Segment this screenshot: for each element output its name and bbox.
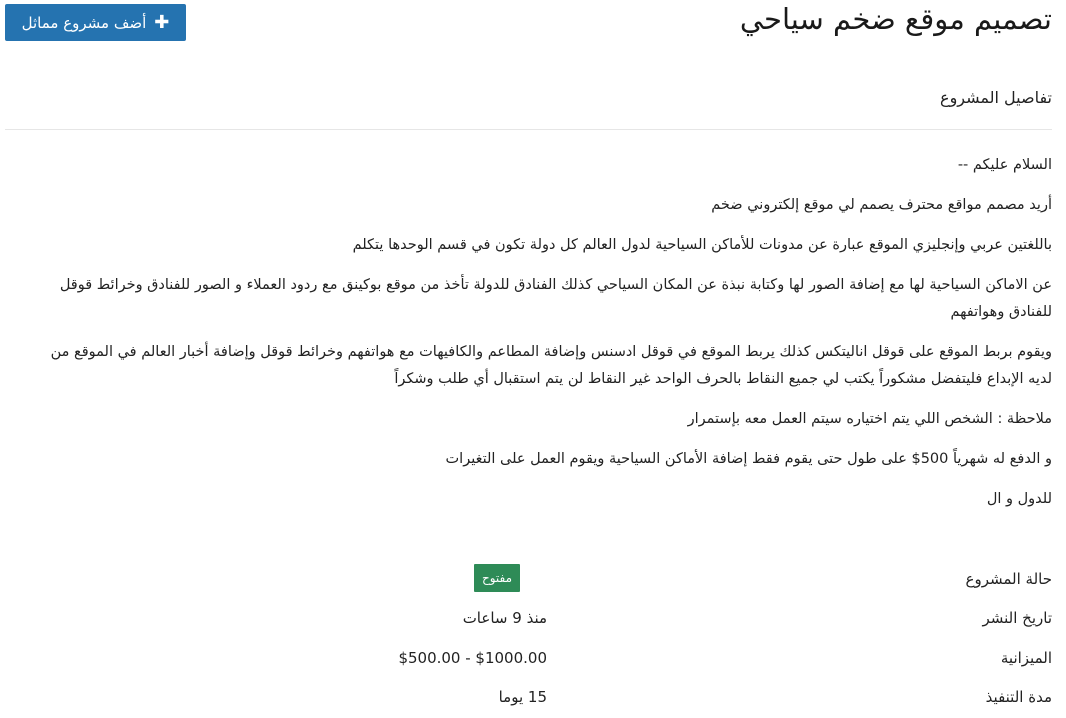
description-paragraph: ملاحظة : الشخص اللي يتم اختياره سيتم العمل معه بإستمرار	[687, 411, 1052, 427]
publish-date-row	[0, 605, 1066, 631]
add-similar-project-label: أضف مشروع مماثل	[21, 13, 147, 32]
publish-date-value: منذ 9 ساعات	[462, 609, 547, 627]
description-paragraph: أريد مصمم مواقع محترف يصمم لي موقع إلكتروني ضخم	[711, 197, 1052, 213]
status-label: حالة المشروع	[965, 570, 1052, 588]
duration-label: مدة التنفيذ	[985, 688, 1052, 706]
project-title: تصميم موقع ضخم سياحي	[739, 2, 1052, 36]
publish-date-label: تاريخ النشر	[982, 609, 1052, 627]
duration-row	[0, 684, 1066, 710]
status-row	[0, 566, 1066, 592]
description-paragraph: ويقوم بربط الموقع على قوقل اناليتكس كذلك يربط الموقع في قوقل ادسنس وإضافة المطاعم والكافيهات مع هواتفهم وخرائط قوقل وإضافة أخبار العالم في الموقع من لديه الإبداع فليتفضل مشكوراً يكتب لي جميع النقاط بالحرف الواحد غير النقاط لن يتم استقبال أي طلب وشكراً	[50, 344, 1052, 387]
duration-value: 15 يوما	[498, 688, 547, 706]
description-paragraph: السلام عليكم --	[957, 157, 1052, 173]
add-similar-project-button[interactable]	[5, 4, 186, 41]
plus-icon: ✚	[154, 11, 170, 33]
project-details-heading: تفاصيل المشروع	[940, 88, 1052, 107]
project-description	[32, 152, 1052, 526]
section-divider	[5, 129, 1052, 130]
description-paragraph: عن الاماكن السياحية لها مع إضافة الصور لها وكتابة نبذة عن المكان السياحي كذلك الفنادق للدولة تأخذ من موقع بوكينق مع ردود العملاء و الصور للفنادق وخرائط قوقل للفنادق وهواتفهم	[59, 277, 1052, 320]
description-paragraph: باللغتين عربي وإنجليزي الموقع عبارة عن مدونات للأماكن السياحية لدول العالم كل دولة تكون في قسم الوحدها يتكلم	[352, 237, 1052, 253]
budget-label: الميزانية	[1000, 649, 1052, 667]
budget-row	[0, 645, 1066, 671]
budget-value: $500.00 - $1000.00	[398, 649, 547, 667]
description-paragraph: و الدفع له شهرياً 500$ على طول حتى يقوم فقط إضافة الأماكن السياحية ويقوم العمل على التغيرات	[445, 451, 1052, 467]
status-badge: مفتوح	[474, 564, 520, 592]
description-paragraph: للدول و ال	[986, 491, 1052, 507]
